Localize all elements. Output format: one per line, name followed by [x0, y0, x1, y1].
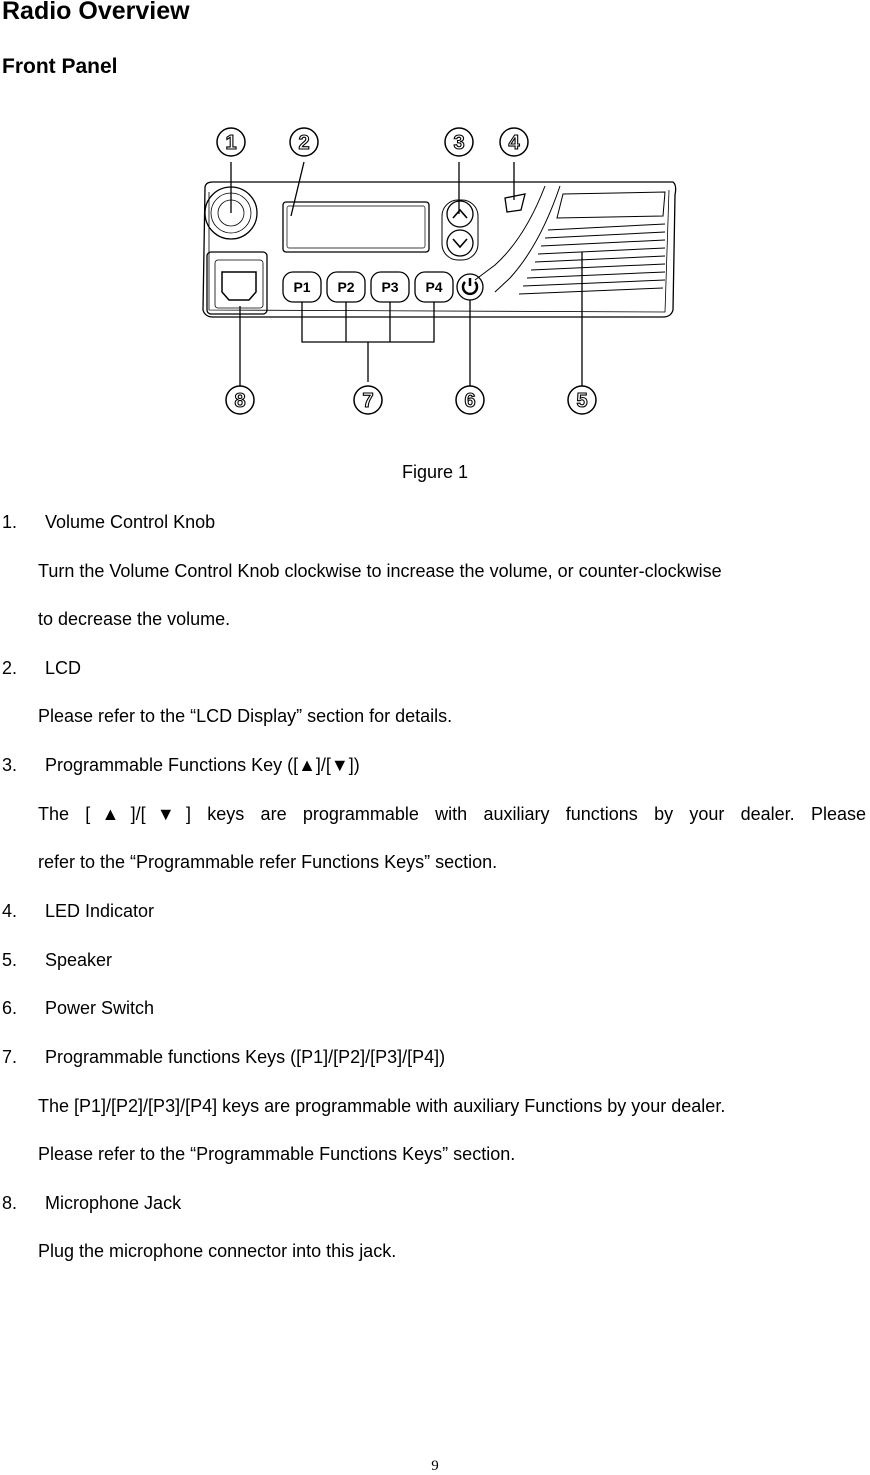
callout-1: 1 — [225, 132, 237, 154]
list-item — [2, 755, 360, 776]
callout-4: 4 — [508, 132, 520, 154]
item-label: LCD — [45, 658, 82, 678]
page-title: Radio Overview — [2, 0, 190, 25]
item-number: 5. — [2, 950, 18, 970]
callout-8: 8 — [234, 390, 246, 412]
item-number: 8. — [2, 1193, 18, 1213]
item-number: 4. — [2, 901, 18, 921]
item-description: Please refer to the “LCD Display” section for details. — [38, 706, 453, 726]
item-number: 7. — [2, 1047, 18, 1067]
page-number: 9 — [431, 1458, 439, 1474]
callout-3: 3 — [453, 132, 465, 154]
list-item — [2, 1193, 181, 1214]
callout-6: 6 — [464, 390, 476, 412]
key-label-p2: P2 — [337, 279, 355, 295]
microphone-jack — [207, 252, 267, 314]
item-label: Programmable Functions Key ([▲]/[▼]) — [45, 755, 360, 775]
item-label: Microphone Jack — [45, 1193, 182, 1213]
list-item — [2, 998, 154, 1019]
up-key — [447, 201, 473, 227]
item-label: Programmable functions Keys ([P1]/[P2]/[P3]/[P4]) — [45, 1047, 446, 1067]
list-item — [2, 1047, 445, 1068]
item-description: The [P1]/[P2]/[P3]/[P4] keys are programmable with auxiliary Functions by your dealer. — [38, 1096, 726, 1116]
callout-5: 5 — [576, 390, 588, 412]
item-description: Plug the microphone connector into this jack. — [38, 1241, 397, 1261]
list-item — [2, 901, 154, 922]
speaker-grille — [519, 192, 665, 294]
key-label-p3: P3 — [381, 279, 399, 295]
item-label: LED Indicator — [45, 901, 155, 921]
item-description: Turn the Volume Control Knob clockwise to increase the volume, or counter-clockwise — [38, 561, 722, 581]
front-panel-figure — [195, 120, 685, 420]
item-description: to decrease the volume. — [38, 609, 231, 629]
down-key — [447, 230, 473, 256]
section-heading: Front Panel — [2, 55, 118, 78]
item-number: 6. — [2, 998, 18, 1018]
item-description: refer to the “Programmable refer Functions Keys” section. — [38, 852, 498, 872]
item-number: 1. — [2, 512, 18, 532]
figure-caption: Figure 1 — [401, 462, 469, 482]
list-item — [2, 658, 81, 679]
item-label: Speaker — [45, 950, 113, 970]
radio-front-panel-drawing — [195, 120, 685, 420]
item-description: The [▲]/[▼] keys are programmable with auxiliary functions by your dealer. Please — [38, 804, 866, 824]
callout-7: 7 — [362, 390, 374, 412]
item-number: 2. — [2, 658, 18, 678]
item-label: Power Switch — [45, 998, 155, 1018]
item-description: Please refer to the “Programmable Functions Keys” section. — [38, 1144, 516, 1164]
key-label-p4: P4 — [425, 279, 443, 295]
power-switch — [457, 274, 483, 300]
item-label: Volume Control Knob — [45, 512, 216, 532]
callout-2: 2 — [298, 132, 310, 154]
lcd-display — [283, 202, 429, 252]
item-number: 3. — [2, 755, 18, 775]
key-label-p1: P1 — [293, 279, 311, 295]
list-item — [2, 512, 215, 533]
led-indicator — [505, 194, 525, 212]
list-item — [2, 950, 112, 971]
